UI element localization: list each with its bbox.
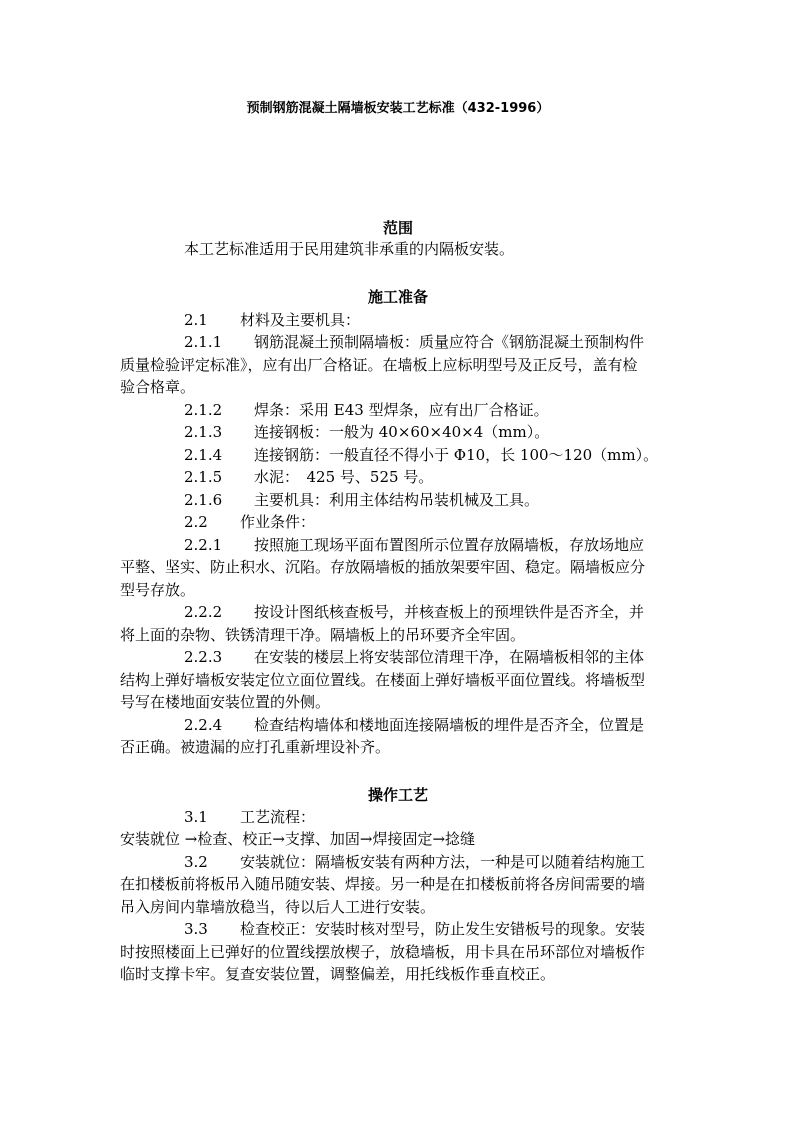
clause-text: 作业条件： [240, 513, 316, 531]
process-flow: 安装就位 →检查、校正→支撑、加固→焊接固定→捻缝 [120, 830, 476, 848]
scope-paragraph: 本工艺标准适用于民用建筑非承重的内隔板安装。 [184, 240, 515, 258]
clause-number: 2.1.2 [184, 401, 223, 419]
clause-2-1-2 [120, 399, 676, 422]
clause-3-1 [120, 806, 676, 829]
clause-2-2 [120, 511, 676, 534]
clause-2-1-1-line-2: 质量检验评定标准》，应有出厂合格证。在墙板上应标明型号及正反号，盖有检 [120, 356, 638, 374]
clause-2-2-4-line-1 [120, 714, 676, 737]
clause-3-3-line-2: 时按照楼面上已弹好的位置线摆放楔子，放稳墙板，用卡具在吊环部位对墙板作 [120, 943, 646, 961]
clause-number: 2.1.5 [184, 468, 223, 486]
clause-2-2-1-line-3: 型号存放。 [120, 581, 196, 599]
clause-number: 3.2 [184, 853, 208, 871]
clause-text: 工艺流程： [240, 808, 316, 826]
clause-text: 钢筋混凝土预制隔墙板：质量应符合《钢筋混凝土预制构件 [254, 333, 645, 351]
clause-3-2-line-3: 吊入房间内靠墙放稳当，待以后人工进行安装。 [120, 898, 436, 916]
clause-2-2-2-line-2: 将上面的杂物、铁锈清理干净。隔墙板上的吊环要齐全牢固。 [120, 626, 526, 644]
clause-number: 2.2.1 [184, 536, 223, 554]
clause-number: 2.2.4 [184, 716, 223, 734]
clause-2-2-1-line-1 [120, 534, 676, 557]
clause-3-2-line-2: 在扣楼板前将板吊入随吊随安装、焊接。另一种是在扣楼板前将各房间需要的墙 [120, 875, 646, 893]
section-heading-process: 操作工艺 [367, 786, 428, 804]
clause-text: 水泥： 425 号、525 号。 [254, 468, 434, 486]
clause-text: 按设计图纸核查板号，并核查板上的预埋铁件是否齐全，并 [254, 603, 645, 621]
clause-2-1-6 [120, 489, 676, 512]
document-title: 预制钢筋混凝土隔墙板安装工艺标准（432-1996） [246, 101, 550, 116]
section-heading-scope: 范围 [382, 219, 413, 237]
clause-2-2-4-line-2: 否正确。被遗漏的应打孔重新埋设补齐。 [120, 738, 391, 756]
clause-number: 2.2.3 [184, 648, 223, 666]
clause-text: 安装就位：隔墙板安装有两种方法，一种是可以随着结构施工 [240, 853, 646, 871]
clause-2-1-1-line-3: 验合格章。 [120, 378, 196, 396]
clause-text: 材料及主要机具： [240, 311, 361, 329]
clause-number: 2.1.6 [184, 491, 223, 509]
clause-number: 2.2.2 [184, 603, 223, 621]
clause-2-1-1-line-1 [120, 331, 676, 354]
clause-number: 2.1 [184, 311, 208, 329]
clause-number: 3.3 [184, 920, 208, 938]
clause-text: 检查结构墙体和楼地面连接隔墙板的埋件是否齐全，位置是 [254, 716, 645, 734]
clause-2-2-1-line-2: 平整、坚实、防止积水、沉陷。存放隔墙板的插放架要牢固、稳定。隔墙板应分 [120, 558, 646, 576]
clause-2-1-5 [120, 466, 676, 489]
clause-2-1-4 [120, 444, 676, 467]
clause-2-2-3-line-3: 号写在楼地面安装位置的外侧。 [120, 693, 331, 711]
clause-2-2-3-line-2: 结构上弹好墙板安装定位立面位置线。在楼面上弹好墙板平面位置线。将墙板型 [120, 671, 646, 689]
clause-number: 2.2 [184, 513, 208, 531]
clause-2-1 [120, 309, 676, 332]
clause-text: 连接钢筋：一般直径不得小于 Φ10，长 100～120（mm）。 [254, 446, 659, 464]
clause-text: 在安装的楼层上将安装部位清理干净，在隔墙板相邻的主体 [254, 648, 645, 666]
clause-2-2-2-line-1 [120, 601, 676, 624]
clause-3-3-line-3: 临时支撑卡牢。复查安装位置，调整偏差，用托线板作垂直校正。 [120, 965, 556, 983]
clause-number: 2.1.3 [184, 423, 223, 441]
clause-2-2-3-line-1 [120, 646, 676, 669]
clause-number: 3.1 [184, 808, 208, 826]
clause-text: 焊条：采用 E43 型焊条，应有出厂合格证。 [254, 401, 549, 419]
clause-text: 主要机具：利用主体结构吊装机械及工具。 [254, 491, 540, 509]
clause-3-3-line-1 [120, 918, 676, 941]
clause-text: 按照施工现场平面布置图所示位置存放隔墙板，存放场地应 [254, 536, 645, 554]
clause-text: 检查校正：安装时核对型号，防止发生安错板号的现象。安装 [240, 920, 646, 938]
section-heading-prep: 施工准备 [367, 288, 428, 306]
clause-text: 连接钢板：一般为 40×60×40×4（mm）。 [254, 423, 550, 441]
clause-number: 2.1.4 [184, 446, 223, 464]
clause-3-2-line-1 [120, 851, 676, 874]
clause-number: 2.1.1 [184, 333, 223, 351]
clause-2-1-3 [120, 421, 676, 444]
